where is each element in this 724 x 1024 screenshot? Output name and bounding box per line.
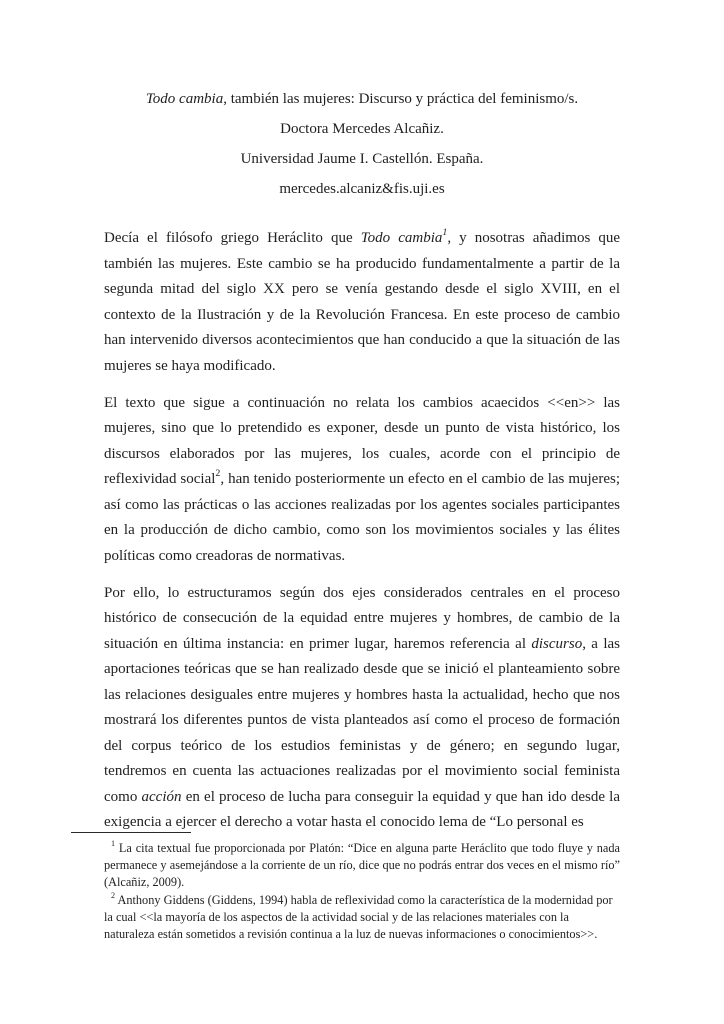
footnote-2: $^2$ Anthony Giddens (Giddens, 1994) habla de reflexividad como la característica de la modernidad por la cual <<la mayoría de los aspectos de la actividad social y de las relaciones materiales con la naturaleza están sometidos a revisión continua a la luz de nuevas informaciones o conocimientos>>. bbox=[104, 890, 613, 942]
page-title: Todo cambia, también las mujeres: Discurso y práctica del feminismo/s. bbox=[145, 91, 579, 107]
footnotes-section bbox=[104, 832, 620, 943]
body-paragraph-3: Por ello, lo estructuramos según dos ejes considerados centrales en el proceso histórico de consecución de la equidad entre mujeres y hombres, de cambio de la situación en última instancia: en primer lugar, haremos referencia al discurso, a las aportaciones teóricas que se han realizado desde que se inició el planteamiento sobre las relaciones desiguales entre mujeres y hombres hasta la actualidad, hecho que nos mostrará los diferentes puntos de vista planteados así como el proceso de formación del corpus teórico de los estudios feministas y de género; en segundo lugar, tendremos en cuenta las actuaciones realizadas por el movimiento social feminista como acción en el proceso de lucha para conseguir la equidad y que han ido desde la exigencia a ejercer el derecho a votar hasta el conocido lema de “Lo personal es bbox=[104, 584, 620, 830]
document-header bbox=[104, 84, 620, 204]
footnote-separator bbox=[71, 832, 191, 833]
body-paragraph-1: Decía el filósofo griego Heráclito que Todo cambia$^1$, y nosotras añadimos que también las mujeres. Este cambio se ha producido fundamentalmente a partir de la segunda mitad del siglo XX pero se venía gestando desde el siglo XVIII, en el contexto de la Ilustración y de la Revolución Francesa. En este proceso de cambio han intervenido diversos acontecimientos que han conducido a que la situación de las mujeres se haya modificado. bbox=[104, 227, 621, 374]
footnote-1: $^1$ La cita textual fue proporcionada por Platón: “Dice en alguna parte Heráclito que todo fluye y nada permanece y asemejándose a la corriente de un río, dice que no podrás entrar dos veces en el mismo río” (Alcañiz, 2009). bbox=[104, 839, 620, 890]
document-body bbox=[104, 226, 620, 847]
body-paragraph-2: El texto que sigue a continuación no relata los cambios acaecidos <<en>> las mujeres, sino que lo pretendido es exponer, desde un punto de vista histórico, los discursos elaborados por las mujeres, los cuales, acorde con el principio de reflexividad social$^2$, han tenido posteriormente un efecto en el cambio de las mujeres; así como las prácticas o las acciones realizadas por los agentes sociales participantes en la producción de dicho cambio, como son los movimientos sociales y las élites políticas como creadoras de normativas. bbox=[104, 394, 620, 564]
affiliation-line: Universidad Jaume I. Castellón. España. bbox=[240, 151, 484, 167]
email-line: mercedes.alcaniz&fis.uji.es bbox=[279, 181, 445, 197]
author-line: Doctora Mercedes Alcañiz. bbox=[280, 121, 444, 137]
